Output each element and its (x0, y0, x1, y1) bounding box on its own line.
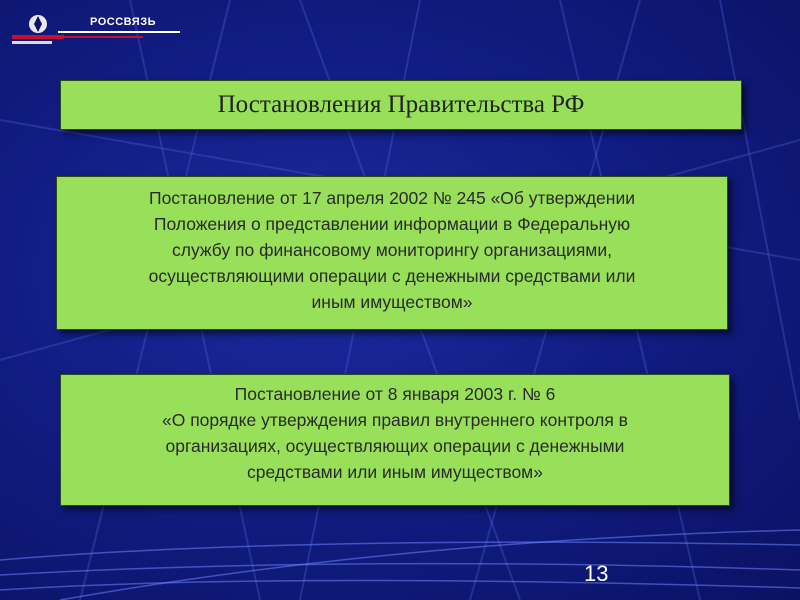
card-line: Постановление от 17 апреля 2002 № 245 «Об утверждении (149, 188, 635, 208)
card-line: средствами или иным имуществом» (247, 462, 543, 482)
brand-name: РОССВЯЗЬ (90, 16, 157, 28)
card-line: Постановление от 8 января 2003 г. № 6 (234, 384, 556, 404)
page-number: 13 (584, 561, 609, 586)
regulation-card-1 (56, 176, 728, 330)
eagle-emblem-icon (8, 8, 68, 48)
card-line: организациях, осуществляющих операции с денежными (165, 436, 625, 456)
title-box (60, 80, 742, 130)
card-line: «О порядке утверждения правил внутреннего контроля в (162, 410, 628, 430)
card-line: службу по финансовому мониторингу организациями, (172, 240, 612, 260)
card-line: осуществляющими операции с денежными средствами или (148, 266, 636, 286)
brand-underline (58, 31, 180, 33)
regulation-card-2 (60, 374, 730, 506)
brand-underline-red (58, 36, 143, 38)
card-line: Положения о представлении информации в Федеральную (153, 214, 631, 234)
slide-title: Постановления Правительства РФ (217, 91, 585, 118)
card-line: иным имуществом» (311, 292, 473, 312)
